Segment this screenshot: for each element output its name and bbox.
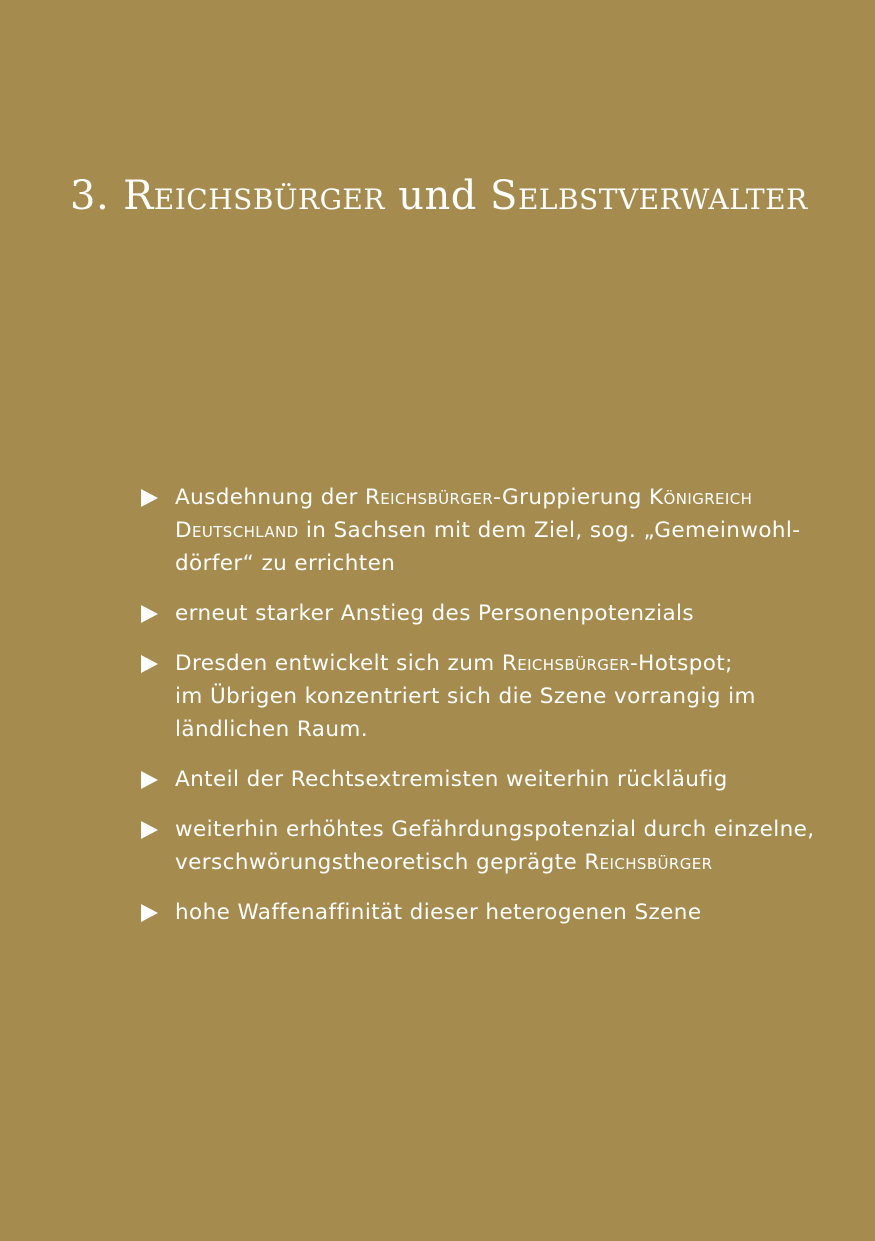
term-reichsbuerger: Reichsbürger: [584, 850, 713, 875]
text-line: weiterhin erhöhtes Gefährdungspotenzial durch einzelne,: [175, 817, 815, 842]
term-reichsbuerger: Reichsbürger: [364, 485, 494, 510]
triangle-right-icon: [141, 821, 158, 839]
list-item: [140, 647, 820, 746]
list-item: [140, 896, 820, 929]
triangle-right-icon: [141, 655, 158, 673]
text-line: Deutschland in Sachsen mit dem Ziel, sog. „Gemeinwohl-: [175, 518, 801, 543]
text-line: im Übrigen konzentriert sich die Szene vorrangig im: [175, 684, 756, 709]
chapter-number: 3.: [70, 173, 110, 219]
list-item: [140, 597, 820, 630]
triangle-right-icon: [141, 605, 158, 623]
list-item: [140, 481, 820, 580]
text-line: verschwörungstheoretisch geprägte Reichsbürger: [175, 850, 713, 875]
text-line: Dresden entwickelt sich zum Reichsbürger-Hotspot;: [175, 651, 733, 676]
triangle-right-icon: [141, 904, 158, 922]
term-reichsbuerger: Reichsbürger: [501, 651, 630, 676]
title-connector: und: [398, 173, 477, 219]
title-term-reichsbuerger: Reichsbürger: [123, 173, 385, 219]
term-deutschland: Deutschland: [175, 518, 299, 543]
term-koenigreich: Königreich: [649, 485, 753, 510]
list-item: [140, 763, 820, 796]
text-line: erneut starker Anstieg des Personenpotenzials: [175, 601, 695, 626]
text-line: dörfer“ zu errichten: [175, 551, 396, 576]
text-line: hohe Waffenaffinität dieser heterogenen Szene: [175, 900, 702, 925]
text-line: Ausdehnung der Reichsbürger-Gruppierung Königreich: [175, 485, 753, 510]
key-findings-list: [140, 481, 820, 946]
chapter-title: [70, 168, 808, 224]
text-line: Anteil der Rechtsextremisten weiterhin rückläufig: [175, 767, 728, 792]
triangle-right-icon: [141, 489, 158, 507]
title-term-selbstverwalter: Selbstverwalter: [490, 173, 808, 219]
text-line: ländlichen Raum.: [175, 717, 368, 742]
list-item: [140, 813, 820, 879]
triangle-right-icon: [141, 771, 158, 789]
